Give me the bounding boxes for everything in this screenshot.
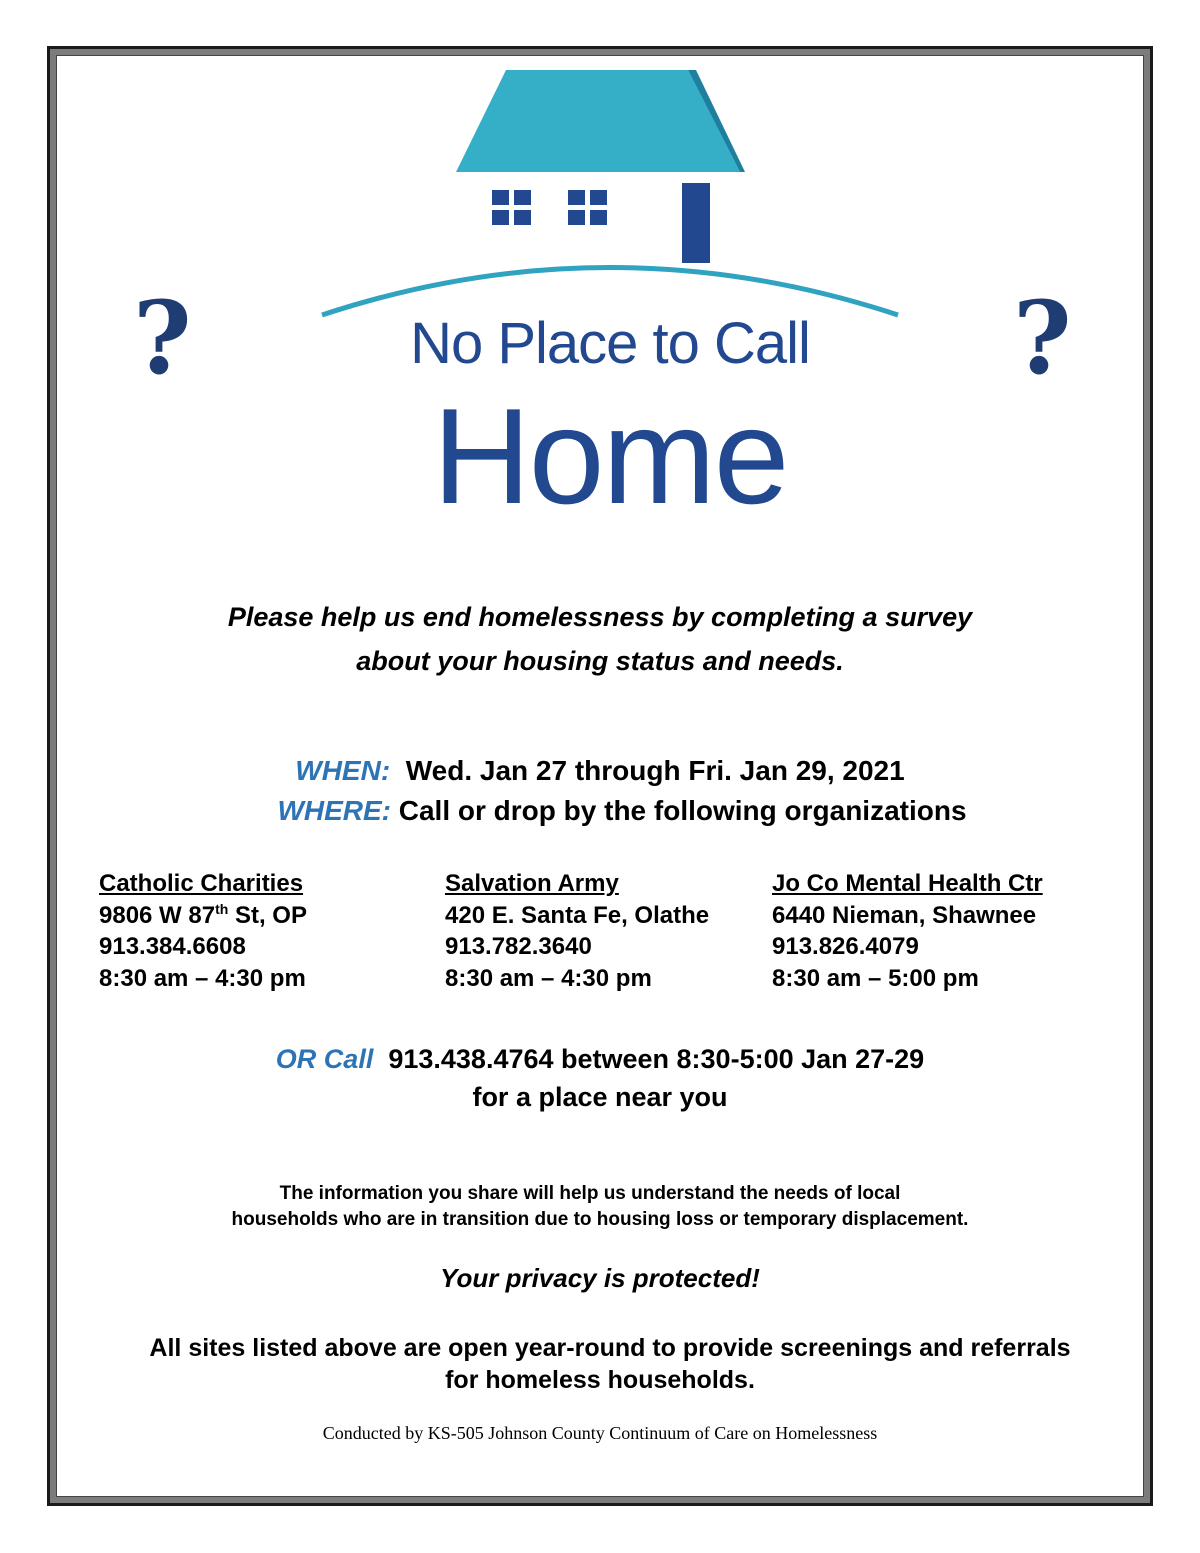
- house-icon: [320, 70, 900, 320]
- or-call-text: 913.438.4764 between 8:30-5:00 Jan 27-29: [388, 1044, 925, 1074]
- org-phone: 913.826.4079: [772, 933, 919, 960]
- org-salvation-army: [445, 868, 709, 994]
- where-line: [22, 795, 1200, 827]
- window-left: [492, 190, 531, 225]
- or-call-line1: [0, 1040, 1200, 1078]
- where-text: Call or drop by the following organizations: [398, 795, 967, 826]
- or-call-line2: for a place near you: [472, 1082, 728, 1112]
- intro-line2: about your housing status and needs.: [356, 646, 844, 676]
- org-hours: 8:30 am – 5:00 pm: [772, 964, 979, 992]
- logo-text-home: Home: [432, 380, 788, 532]
- org-address: 6440 Nieman, Shawnee: [772, 901, 1037, 929]
- where-label: WHERE:: [277, 795, 391, 826]
- question-mark-left-icon: ?: [133, 279, 192, 397]
- info-line2: households who are in transition due to housing loss or temporary displacement.: [231, 1209, 969, 1230]
- logo-text-line1: No Place to Call: [410, 311, 810, 376]
- all-sites-text: [0, 1332, 1200, 1396]
- org-phone: 913.782.3640: [445, 933, 592, 960]
- intro-line1: Please help us end homelessness by completing a survey: [227, 602, 973, 632]
- org-name: Salvation Army: [445, 870, 619, 897]
- org-name: Catholic Charities: [99, 870, 304, 897]
- org-name: Jo Co Mental Health Ctr: [772, 870, 1043, 897]
- org-catholic-charities: [99, 868, 307, 994]
- info-text: [0, 1181, 1200, 1233]
- privacy-text: Your privacy is protected!: [440, 1263, 760, 1293]
- org-hours: 8:30 am – 4:30 pm: [445, 964, 652, 992]
- all-sites-line1: All sites listed above are open year-round to provide screenings and referrals: [149, 1334, 1071, 1362]
- org-address: 420 E. Santa Fe, Olathe: [445, 901, 710, 929]
- intro-text: [0, 595, 1200, 683]
- no-place-to-call-home-logo: [320, 70, 900, 530]
- org-phone: 913.384.6608: [99, 933, 246, 960]
- logo-arc: [322, 268, 898, 316]
- when-line: [0, 755, 1200, 787]
- info-line1: The information you share will help us understand the needs of local: [279, 1183, 901, 1204]
- when-text: Wed. Jan 27 through Fri. Jan 29, 2021: [405, 755, 905, 786]
- or-call-block: [0, 1040, 1200, 1116]
- conducted-by-text: Conducted by KS-505 Johnson County Continuum of Care on Homelessness: [322, 1423, 878, 1443]
- org-jo-co-mental-health: [772, 868, 1043, 994]
- question-mark-right-icon: ?: [1013, 279, 1072, 397]
- when-label: WHEN:: [295, 755, 391, 786]
- org-address: 9806 W 87th St, OP: [99, 900, 307, 929]
- chimney-door: [682, 183, 710, 263]
- all-sites-line2: for homeless households.: [445, 1366, 755, 1394]
- window-right: [568, 190, 607, 225]
- or-call-label: OR Call: [275, 1044, 374, 1074]
- org-hours: 8:30 am – 4:30 pm: [99, 964, 306, 992]
